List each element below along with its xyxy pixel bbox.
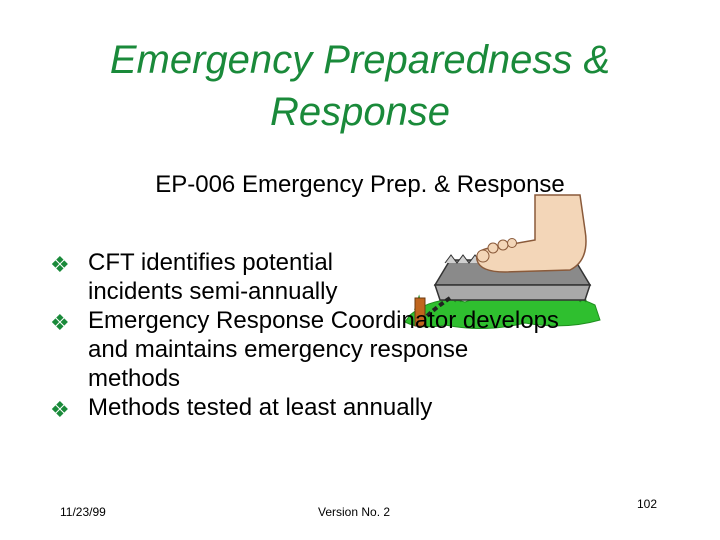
page-number: 102 <box>637 497 658 511</box>
diamond-bullet-icon: ❖ <box>50 252 70 277</box>
bullet-item-2 <box>48 306 668 393</box>
bullet-item-1 <box>48 248 668 306</box>
slide-subtitle: EP-006 Emergency Prep. & Response <box>155 171 565 198</box>
bullet-2-line-3: methods <box>88 365 181 392</box>
bullet-1-line-1: CFT identifies potential <box>88 249 334 276</box>
diamond-bullet-icon: ❖ <box>50 397 70 422</box>
slide-title <box>40 34 680 138</box>
diamond-bullet-icon: ❖ <box>50 310 70 335</box>
bullet-2-line-1: Emergency Response Coordinator develops <box>88 307 559 334</box>
bullet-1-line-2: incidents semi-annually <box>88 278 338 305</box>
bullet-list <box>48 248 668 422</box>
bullet-item-3 <box>48 393 668 422</box>
bullet-2-line-2: and maintains emergency response <box>88 336 469 363</box>
footer-date: 11/23/99 <box>60 505 106 519</box>
footer-version: Version No. 2 <box>318 505 391 519</box>
slide-title-line-1: Emergency Preparedness & <box>109 38 611 82</box>
slide-title-line-2: Response <box>269 90 451 134</box>
bullet-3-line-1: Methods tested at least annually <box>88 394 433 421</box>
